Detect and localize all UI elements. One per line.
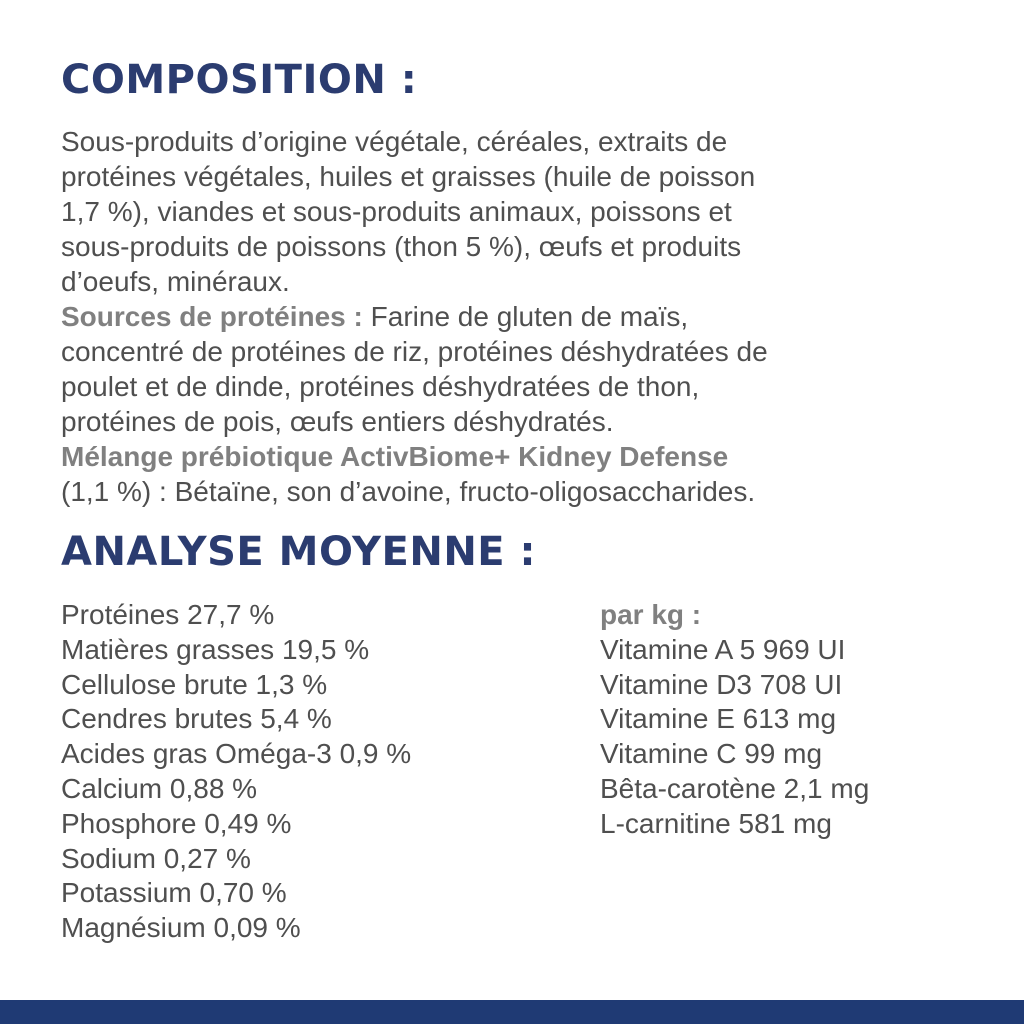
per-kg-title: par kg : <box>600 599 702 630</box>
protein-sources-text: Farine de gluten de maïs, <box>362 301 689 332</box>
prebiotic-label: Mélange prébiotique ActivBiome+ Kidney Defense <box>61 441 729 472</box>
nutrient-row: Acides gras Oméga-3 0,9 % <box>61 738 412 770</box>
nutrient-row: Potassium 0,70 % <box>61 877 287 909</box>
protein-sources-line: protéines de pois, œufs entiers déshydratés. <box>61 406 614 437</box>
nutrient-row: Phosphore 0,49 % <box>61 807 292 839</box>
nutrient-row: Sodium 0,27 % <box>61 842 251 874</box>
composition-line: protéines végétales, huiles et graisses (huile de poisson <box>61 161 756 192</box>
protein-sources-line: poulet et de dinde, protéines déshydratées de thon, <box>61 371 700 402</box>
composition-line: 1,7 %), viandes et sous-produits animaux, poissons et <box>61 196 732 227</box>
footer-bar <box>0 1000 1024 1024</box>
vitamin-row: Vitamine D3 708 UI <box>600 668 843 700</box>
composition-heading: COMPOSITION : <box>61 57 418 103</box>
composition-text <box>61 124 991 509</box>
analysis-per-kg-list <box>600 598 1000 842</box>
nutrient-row: Matières grasses 19,5 % <box>61 633 370 665</box>
composition-line: sous-produits de poissons (thon 5 %), œufs et produits <box>61 231 742 262</box>
analysis-nutrients-list <box>61 598 561 946</box>
vitamin-row: Vitamine C 99 mg <box>600 738 823 770</box>
composition-line: d’oeufs, minéraux. <box>61 266 290 297</box>
vitamin-row: L-carnitine 581 mg <box>600 807 832 839</box>
protein-sources-label: Sources de protéines : <box>61 301 363 332</box>
vitamin-row: Vitamine A 5 969 UI <box>600 633 846 665</box>
vitamin-row: Vitamine E 613 mg <box>600 703 837 735</box>
nutrient-row: Cellulose brute 1,3 % <box>61 668 328 700</box>
nutrient-row: Magnésium 0,09 % <box>61 912 301 944</box>
composition-line: Sous-produits d’origine végétale, céréales, extraits de <box>61 126 728 157</box>
nutrient-row: Protéines 27,7 % <box>61 599 275 630</box>
protein-sources-first-line <box>61 299 991 334</box>
prebiotic-line: (1,1 %) : Bétaïne, son d’avoine, fructo-oligosaccharides. <box>61 476 756 507</box>
vitamin-row: Bêta-carotène 2,1 mg <box>600 772 870 804</box>
nutrient-row: Calcium 0,88 % <box>61 772 258 804</box>
analysis-heading: ANALYSE MOYENNE : <box>61 529 537 575</box>
protein-sources-line: concentré de protéines de riz, protéines déshydratées de <box>61 336 768 367</box>
nutrient-row: Cendres brutes 5,4 % <box>61 703 332 735</box>
